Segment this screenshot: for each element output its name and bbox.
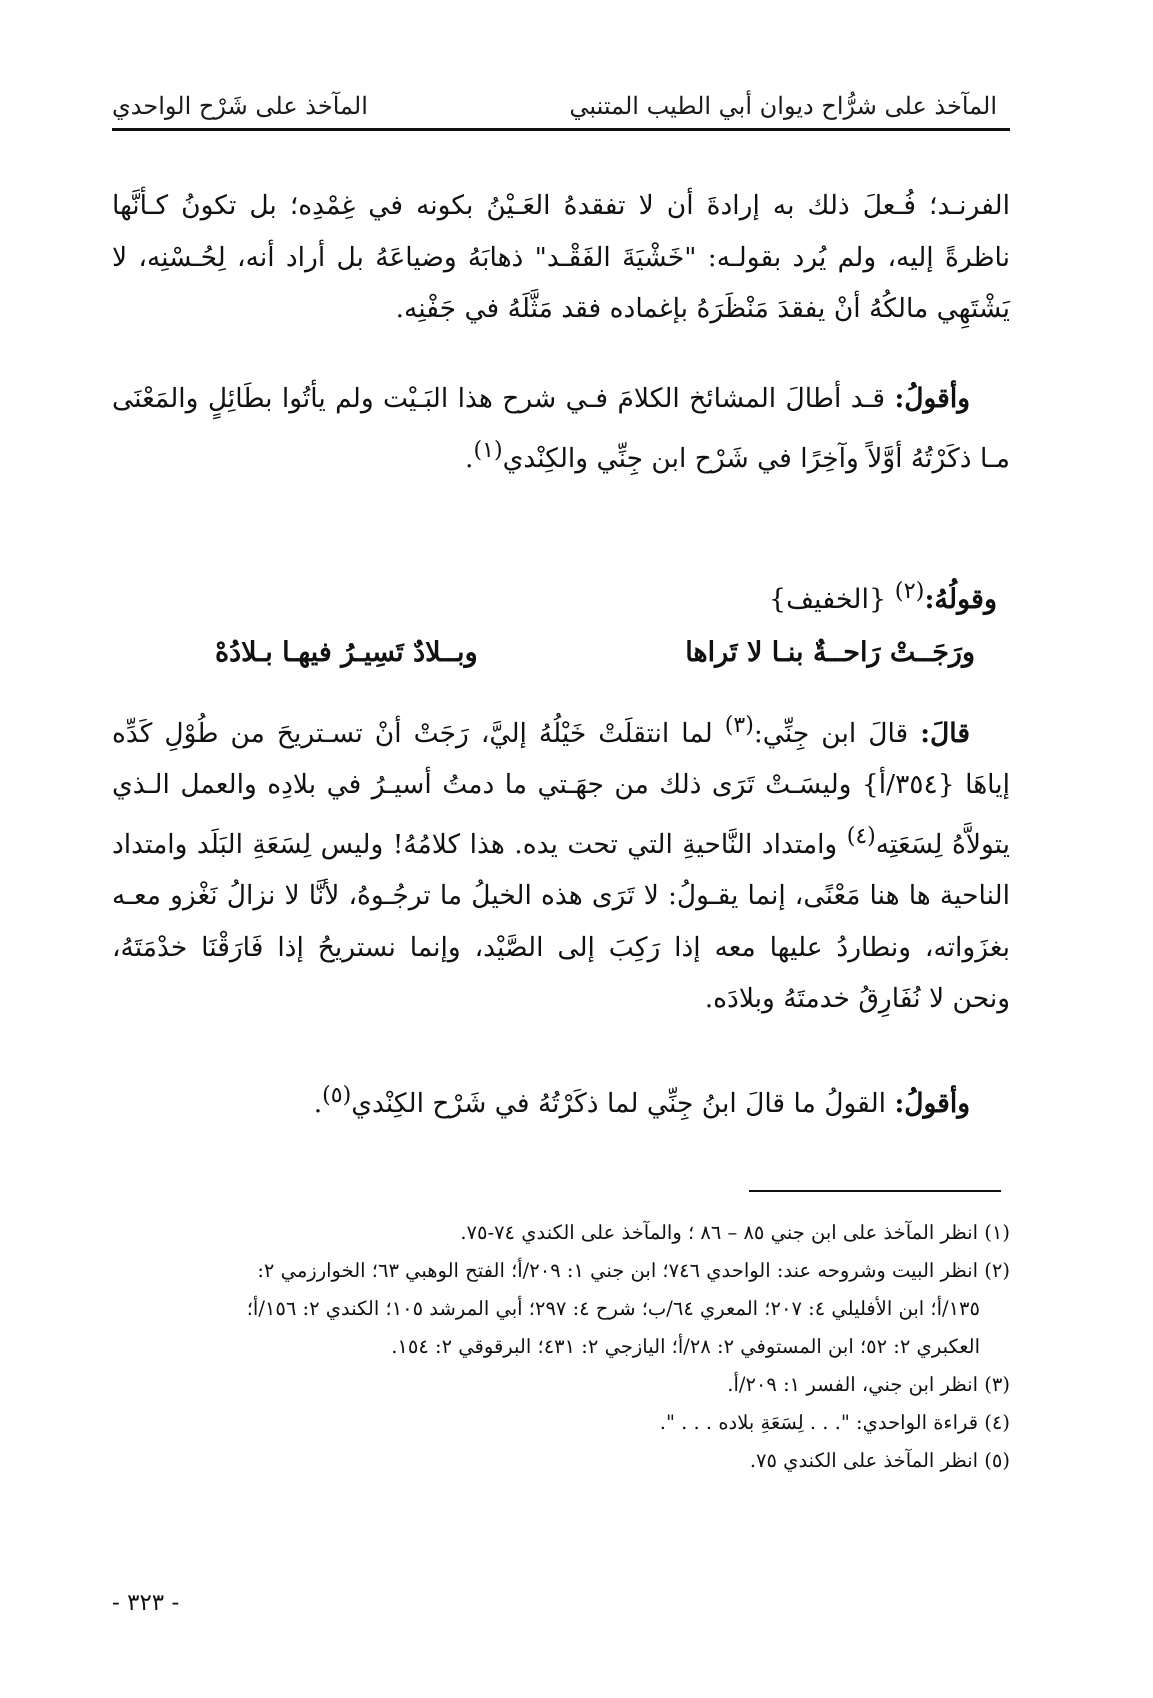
footnote-marker-1: (١) <box>473 437 503 463</box>
footnote-marker-4: (٤) <box>846 823 876 849</box>
footnote-separator <box>749 1190 1001 1192</box>
footnote-5: (٥) انظر المآخذ على الكندي ٧٥. <box>749 1449 1010 1472</box>
footnote-2-continuation: ١٣٥/أ؛ ابن الأفليلي ٤: ٢٠٧؛ المعري ٦٤/ب؛ شرح ٤: ٢٩٧؛ أبي المرشد ١٠٥؛ الكندي ٢: ١٥٦/أ؛ <box>246 1297 980 1320</box>
running-head-chapter-title: المآخذ على شَرْح الواحدي <box>112 92 368 120</box>
footnotes <box>112 1214 1010 1480</box>
footnote-marker-3: (٣) <box>724 713 754 738</box>
footnote-4: (٤) قراءة الواحدي: ". . . لِسَعَةِ بلاده . . . ". <box>659 1411 1010 1434</box>
paragraph-lead-word: قالَ: <box>920 717 970 749</box>
paragraph-lead-word: وأقولُ: <box>894 1087 970 1119</box>
paragraph-author-opinion-2 <box>112 1070 1010 1129</box>
verse-introduction <box>769 578 997 615</box>
running-head-book-title: المآخذ على شرُّاح ديوان أبي الطيب المتنبي <box>569 92 997 120</box>
paragraph-lead-word: وأقولُ: <box>894 383 970 414</box>
paragraph-end: . <box>465 442 474 474</box>
paragraph-ibn-jinni-quote <box>112 700 1010 1025</box>
paragraph-text-part-3: وامتداد النَّاحيةِ التي تحت يده. هذا كلامُهُ! وليس لِسَعَةِ البَلَد وامتداد الناحية ها هنا مَعْنًى، إنما يقـولُ: لا تَرَى هذه الخيلُ ما ترجُـوهُ، لأنَّا لا نزالُ نَغْزو معـه بغزَواته، ونطاردُ عليها معه إذا رَكِبَ إلى الصَّيْد، وإنما نستريحُ إذا فَارَقْنَا خدْمَتَهُ، ونحن لا نُفَارِقُ خدمتَهُ وبلادَه. <box>112 828 1010 1015</box>
paragraph-author-opinion-1 <box>112 373 1010 484</box>
paragraph-text: القولُ ما قالَ ابنُ جِنِّي لما ذكَرْتُهُ في شَرْح الكِنْدي <box>351 1087 895 1119</box>
footnote-2: (٢) انظر البيت وشروحه عند: الواحدي ٧٤٦؛ ابن جني ١: ٢٠٩/أ؛ الفتح الوهبي ٦٣؛ الخوارزمي ٢: <box>257 1259 1010 1282</box>
footnote-marker-5: (٥) <box>322 1083 352 1108</box>
verse-second-hemistich: وبــلادٌ تَسِيـرُ فيهـا بـلادُهْ <box>215 637 478 668</box>
page-number: - ٣٢٣ - <box>112 1590 180 1616</box>
verse-first-hemistich: ورَجَــتْ رَاحــةٌ بنـا لا تَراها <box>685 637 975 668</box>
paragraph-text-part-2: لما انتقلَتْ خَيْلُهُ إليَّ، رَجَتْ أنْ تسـتريحَ من طُوْلِ كَدِّه إياهَا {٣٥٤/أ} وليسَـتْ تَرَى ذلك من جهَـتي ما دمتُ أسيـرُ في بلادِه والعمل الـذي يتولاَّهُ لِسَعَتِه <box>112 717 1011 860</box>
paragraph-text: قـد أطالَ المشائخ الكلامَ فـي شرح هذا البَـيْت ولم يأتُوا بطَائِلٍ والمَعْنَى مـا ذكَرْتُهُ أوَّلاً وآخِرًا في شَرْح ابن جِنِّي والكِنْدي <box>112 383 1010 474</box>
footnote-marker-2: (٢) <box>894 578 925 604</box>
paragraph-commentary-1: الفرنـد؛ فُـعلَ ذلك به إرادةَ أن لا تفقدهُ العَـيْنُ بكونه في غِمْدِه؛ بل تكونُ كـأنَّها ناظرةً إليه، ولم يُرد بقولـه: "خَشْيَةَ الفَقْـد" ذهابَهُ وضياعَهُ بل أراد أنه، لِحُـسْنِه، لا يَشْتَهِي مالكُهُ أنْ يفقدَ مَنْظَرَهُ بإغماده فقد مَثَّلَهُ في جَفْنِه. <box>112 190 1010 324</box>
verse-meter: {الخفيف} <box>768 584 895 615</box>
footnote-3: (٣) انظر ابن جني، الفسر ١: ٢٠٩/أ. <box>727 1373 1010 1396</box>
paragraph-text-part-1: قالَ ابن جِنِّي: <box>753 717 921 749</box>
paragraph-end: . <box>313 1087 323 1119</box>
footnote-1: (١) انظر المآخذ على ابن جني ٨٥ – ٨٦ ؛ والمآخذ على الكندي ٧٤-٧٥. <box>460 1221 1010 1244</box>
verse-intro-lead: وقولُهُ: <box>924 584 997 615</box>
footnote-2-continuation: العكبري ٢: ٥٢؛ ابن المستوفي ٢: ٢٨/أ؛ اليازجي ٢: ٤٣١؛ البرقوقي ٢: ١٥٤. <box>391 1335 980 1358</box>
header-rule <box>112 128 1010 131</box>
